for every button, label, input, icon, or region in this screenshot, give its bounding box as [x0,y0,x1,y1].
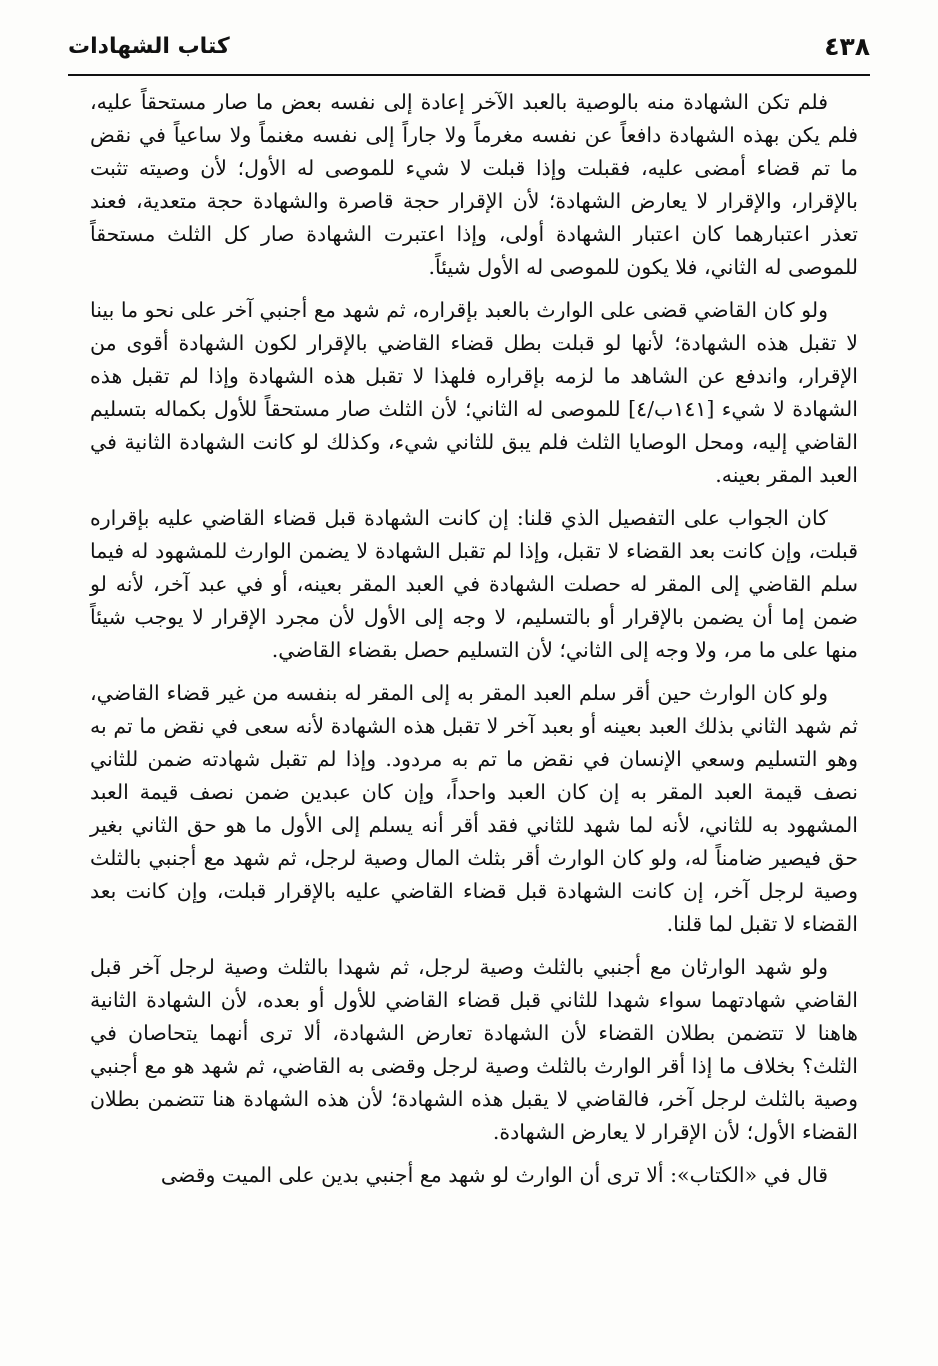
paragraph: كان الجواب على التفصيل الذي قلنا: إن كانت الشهادة قبل قضاء القاضي عليه بإقراره قبلت، وإن كانت بعد القضاء لا تقبل، وإذا لم تقبل الشهادة لا يضمن الوارث للمشهود له فيما سلم القاضي إلى المقر له حصلت الشهادة في العبد المقر بعينه، أو في عبد آخر، لأنه لو ضمن إما أن يضمن بالإقرار أو بالتسليم، لا وجه إلى الأول لأن مجرد الإقرار لا يوجب شيئاً منها على ما مر، ولا وجه إلى الثاني؛ لأن التسليم حصل بقضاء القاضي. [90,506,858,662]
page-number: ٤٣٨ [824,32,870,61]
running-title: كتاب الشهادات [68,34,230,59]
paragraph: قال في «الكتاب»: ألا ترى أن الوارث لو شهد مع أجنبي بدين على الميت وقضى [160,1163,828,1187]
paragraph: ولو كان القاضي قضى على الوارث بالعبد بإقراره، ثم شهد مع أجنبي آخر على نحو ما بينا لا تقبل هذه الشهادة؛ لأنها لو قبلت بطل قضاء القاضي بالإقرار لكون الشهادة أقوى من الإقرار، واندفع عن الشاهد ما لزمه بإقراره فلهذا لا تقبل هذه الشهادة وإذا لم تقبل هذه الشهادة لا شيء [١٤١ب/٤] للموصى له الثاني؛ لأن الثلث صار مستحقاً للأول بكماله بتسليم القاضي إليه، ومحل الوصايا الثلث فلم يبق للثاني شيء، وكذلك لو كانت الشهادة الثانية في العبد المقر بعينه. [90,298,859,487]
header-rule [68,74,870,76]
body-text [90,86,858,1202]
paragraph: فلم تكن الشهادة منه بالوصية بالعبد الآخر إعادة إلى نفسه بعض ما صار مستحقاً عليه، فلم يكن بهذه الشهادة دافعاً عن نفسه مغرماً ولا جاراً إلى نفسه مغنماً ولا ساعياً في نقض ما تم قضاء أمضى عليه، فقبلت وإذا قبلت لا شيء للموصى له الأول؛ لأن وصيته تثبت بالإقرار، والإقرار لا يعارض الشهادة؛ لأن الإقرار حجة قاصرة والشهادة حجة متعدية، فعند تعذر اعتبارهما كان اعتبار الشهادة أولى، وإذا اعتبرت الشهادة صار كل الثلث مستحقاً للموصى له الثاني، فلا يكون للموصى له الأول شيئاً. [90,90,858,279]
page-header [68,28,870,72]
paragraph: ولو كان الوارث حين أقر سلم العبد المقر به إلى المقر له بنفسه من غير قضاء القاضي، ثم شهد الثاني بذلك العبد بعينه أو بعبد آخر لا تقبل هذه الشهادة لأنه سعى في نقض ما تم به وهو التسليم وسعي الإنسان في نقض ما تم به مردود. وإذا لم تقبل شهادته ضمن للثاني نصف قيمة العبد المقر به إن كان العبد واحداً، وإن كان عبدين ضمن نصف قيمة العبد المشهود به للثاني، لأنه لما شهد للثاني فقد أقر أنه يسلم إلى الأول ما هو حق الثاني بغير حق فيصير ضامناً له، ولو كان الوارث أقر بثلث المال وصية لرجل، ثم شهد مع أجنبي بالثلث وصية لرجل آخر، إن كانت الشهادة قبل قضاء القاضي عليه بالإقرار قبلت، وإن كانت بعد القضاء لا تقبل لما قلنا. [90,681,858,936]
paragraph: ولو شهد الوارثان مع أجنبي بالثلث وصية لرجل، ثم شهدا بالثلث وصية لرجل آخر قبل القاضي شهادتهما سواء شهدا للثاني قبل قضاء القاضي للأول أو بعده، لأن الشهادة الثانية هاهنا لا تتضمن بطلان القضاء لأن الشهادة تعارض الشهادة، ألا ترى أنهما يتحاصان في الثلث؟ بخلاف ما إذا أقر الوارث بالثلث وصية لرجل وقضى به القاضي، ثم شهد هو مع أجنبي وصية بالثلث لرجل آخر، فالقاضي لا يقبل هذه الشهادة؛ لأن هذه الشهادة هنا تتضمن بطلان القضاء الأول؛ لأن الإقرار لا يعارض الشهادة. [90,955,858,1144]
